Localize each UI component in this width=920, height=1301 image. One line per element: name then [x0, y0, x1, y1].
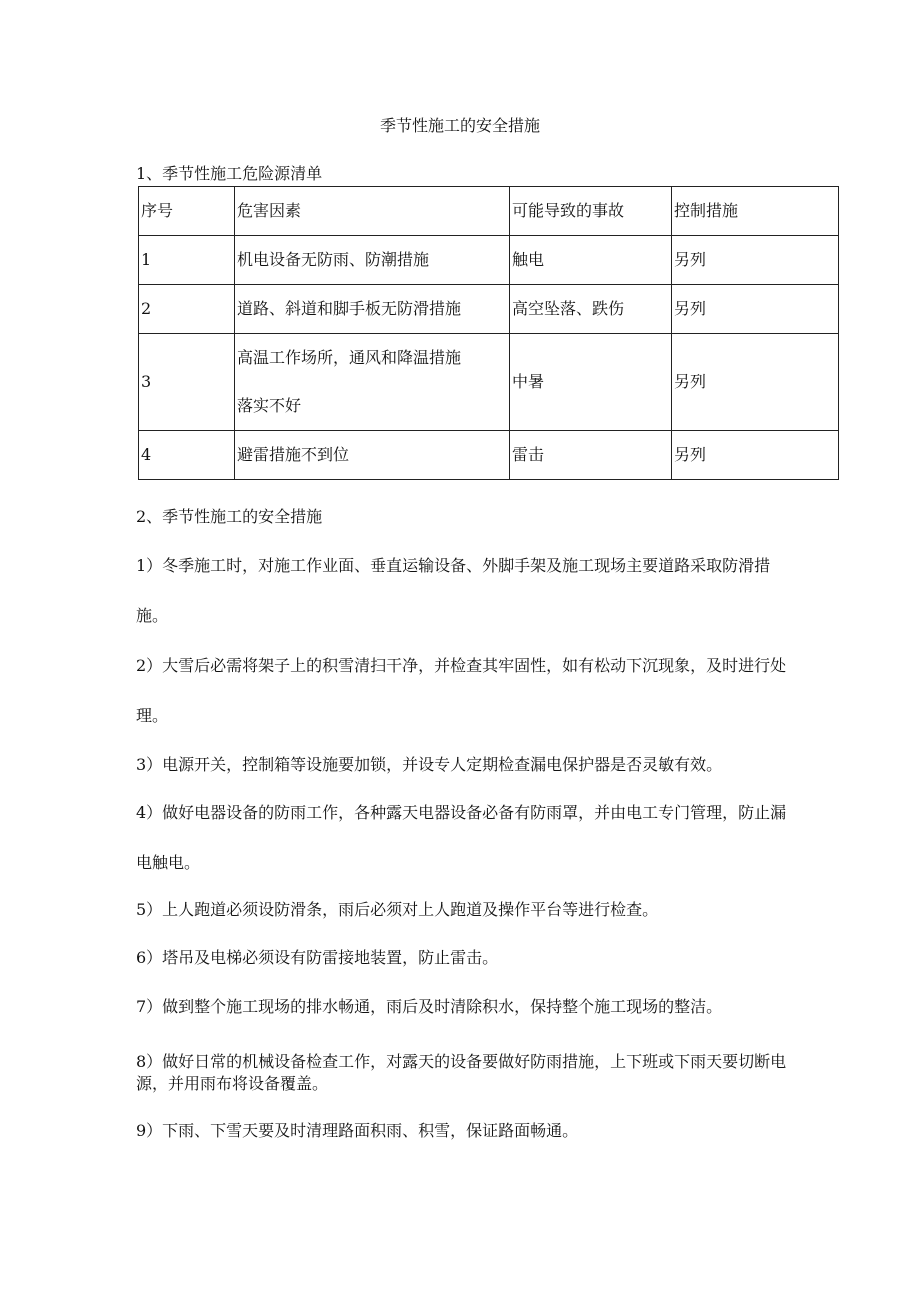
measure-line: 5）上人跑道必须设防滑条，雨后必须对上人跑道及操作平台等进行检查。	[136, 900, 659, 919]
measure-line: 源，并用雨布将设备覆盖。	[136, 1074, 329, 1093]
measure-line: 8）做好日常的机械设备检查工作，对露天的设备要做好防雨措施，上下班或下雨天要切断电	[136, 1052, 787, 1071]
measure-item	[136, 1121, 836, 1141]
row-no: 1	[139, 236, 235, 285]
hazard-table	[138, 186, 839, 480]
section1-heading: 1、季节性施工危险源清单	[136, 164, 323, 183]
row-accident: 中暑	[510, 334, 672, 431]
header-factor: 危害因素	[235, 187, 510, 236]
header-accident: 可能导致的事故	[510, 187, 672, 236]
measure-line: 施。	[136, 606, 169, 625]
row-accident: 触电	[510, 236, 672, 285]
table-row	[139, 431, 839, 480]
row-factor: 机电设备无防雨、防潮措施	[235, 236, 510, 285]
measure-item	[136, 948, 836, 968]
row-no: 4	[139, 431, 235, 480]
measure-line: 3）电源开关，控制箱等设施要加锁，并设专人定期检查漏电保护器是否灵敏有效。	[136, 755, 723, 774]
row-factor-line1: 高温工作场所，通风和降温措施	[237, 348, 462, 367]
measure-item	[136, 1051, 836, 1095]
page-title: 季节性施工的安全措施	[379, 116, 540, 135]
table-row	[139, 334, 839, 431]
measure-line: 7）做到整个施工现场的排水畅通，雨后及时清除积水，保持整个施工现场的整洁。	[136, 997, 723, 1016]
measure-line: 理。	[136, 706, 169, 725]
measure-item	[136, 556, 836, 626]
header-control: 控制措施	[672, 187, 839, 236]
table-row	[139, 285, 839, 334]
row-accident: 雷击	[510, 431, 672, 480]
measure-item	[136, 656, 836, 726]
measure-line: 2）大雪后必需将架子上的积雪清扫干净，并检查其牢固性，如有松动下沉现象，及时进行处	[136, 656, 787, 675]
row-factor	[235, 334, 510, 431]
measure-line: 9）下雨、下雪天要及时清理路面积雨、积雪，保证路面畅通。	[136, 1121, 579, 1140]
table-row	[139, 236, 839, 285]
measure-item	[136, 803, 836, 873]
section2-heading: 2、季节性施工的安全措施	[136, 507, 323, 526]
measure-item	[136, 900, 836, 920]
measure-line: 4）做好电器设备的防雨工作，各种露天电器设备必备有防雨罩，并由电工专门管理，防止漏	[136, 803, 787, 822]
row-factor-line2: 落实不好	[237, 396, 302, 415]
measure-item	[136, 755, 836, 775]
row-factor: 道路、斜道和脚手板无防滑措施	[235, 285, 510, 334]
measure-line: 1）冬季施工时，对施工作业面、垂直运输设备、外脚手架及施工现场主要道路采取防滑措	[136, 556, 771, 575]
row-control: 另列	[672, 285, 839, 334]
row-control: 另列	[672, 431, 839, 480]
measure-item	[136, 997, 836, 1017]
row-control: 另列	[672, 334, 839, 431]
row-accident: 高空坠落、跌伤	[510, 285, 672, 334]
row-no: 2	[139, 285, 235, 334]
table-header-row	[139, 187, 839, 236]
row-control: 另列	[672, 236, 839, 285]
measure-line: 6）塔吊及电梯必须设有防雷接地装置，防止雷击。	[136, 948, 499, 967]
row-no: 3	[139, 334, 235, 431]
row-factor: 避雷措施不到位	[235, 431, 510, 480]
measure-line: 电触电。	[136, 853, 201, 872]
header-no: 序号	[139, 187, 235, 236]
